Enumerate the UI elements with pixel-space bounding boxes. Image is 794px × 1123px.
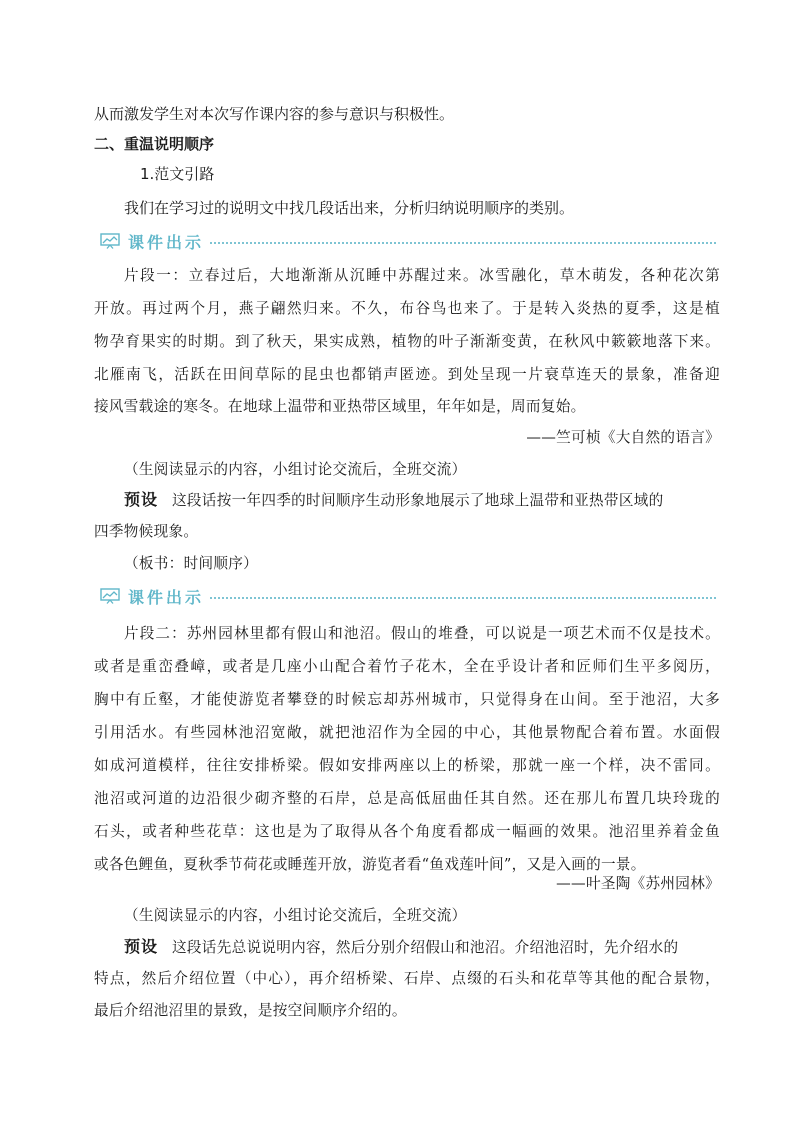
excerpt1-line: 开放。再过两个月，燕子翩然归来。不久，布谷鸟也来了。于是转入炎热的夏季，这是植 <box>94 300 720 317</box>
excerpt2-line: 如成河道模样，往往安排桥梁。假如安排两座以上的桥梁，那就一座一个样，决不雷同。 <box>94 757 720 774</box>
excerpt2-line: 引用活水。有些园林池沼宽敞，就把池沼作为全园的中心，其他景物配合着布置。水面假 <box>94 724 720 741</box>
excerpt1-line: 北雁南飞，活跃在田间草际的昆虫也都销声匿迹。到处呈现一片衰草连天的景象，准备迎 <box>94 366 720 383</box>
excerpt1-line: 物孕育果实的时期。到了秋天，果实成熟，植物的叶子渐渐变黄，在秋风中簌簌地落下来。 <box>94 333 720 350</box>
courseware-label: 课件出示 <box>128 587 205 607</box>
excerpt2-line: 片段二：苏州园林里都有假山和池沼。假山的堆叠，可以说是一项艺术而不仅是技术。 <box>124 625 720 642</box>
excerpt2-line: 或者是重峦叠嶂，或者是几座小山配合着竹子花木，全在乎设计者和匠师们生平多阅历， <box>94 658 720 675</box>
presentation-board-icon <box>100 588 120 604</box>
dotted-divider <box>210 242 716 244</box>
preset2-line2: 特点，然后介绍位置（中心），再介绍桥梁、石岸、点缀的石头和花草等其他的配合景物， <box>94 970 720 987</box>
preset2-line3: 最后介绍池沼里的景致，是按空间顺序介绍的。 <box>94 1002 407 1019</box>
preset1-line2: 四季物候现象。 <box>94 523 199 540</box>
section-heading: 二、重温说明顺序 <box>94 135 215 153</box>
board-note: （板书：时间顺序） <box>124 555 259 572</box>
excerpt1-source: ——竺可桢《大自然的语言》 <box>526 429 720 446</box>
preset-label: 预设 <box>124 937 159 956</box>
preset1-text: 这段话按一年四季的时间顺序生动形象地展示了地球上温带和亚热带区域的 <box>172 492 664 509</box>
discussion-note: （生阅读显示的内容，小组讨论交流后，全班交流） <box>124 461 467 478</box>
excerpt1-line: 片段一：立春过后，大地渐渐从沉睡中苏醒过来。冰雪融化，草木萌发，各种花次第 <box>124 267 720 284</box>
presentation-board-icon <box>100 233 120 249</box>
intro-tail: 从而激发学生对本次写作课内容的参与意识与积极性。 <box>94 105 455 123</box>
preset2-line <box>124 937 720 958</box>
excerpt2-source: ——叶圣陶《苏州园林》 <box>556 875 720 892</box>
excerpt1-line: 接风雪载途的寒冬。在地球上温带和亚热带区域里，年年如是，周而复始。 <box>94 398 586 415</box>
instruction-text: 我们在学习过的说明文中找几段话出来，分析归纳说明顺序的类别。 <box>124 199 575 217</box>
excerpt2-line: 胸中有丘壑，才能使游览者攀登的时候忘却苏州城市，只觉得身在山间。至于池沼，大多 <box>94 691 720 708</box>
subsection-title: 1.范文引路 <box>140 165 215 183</box>
courseware-banner <box>100 585 716 607</box>
excerpt2-line: 池沼或河道的边沿很少砌齐整的石岸，总是高低屈曲任其自然。还在那儿布置几块玲珑的 <box>94 790 720 807</box>
discussion-note: （生阅读显示的内容，小组讨论交流后，全班交流） <box>124 907 467 924</box>
preset-label: 预设 <box>124 490 159 509</box>
courseware-label: 课件出示 <box>128 232 205 252</box>
preset1-line <box>124 490 720 511</box>
excerpt2-line: 或各色鲤鱼，夏秋季节荷花或睡莲开放，游览者看“鱼戏莲叶间”，又是入画的一景。 <box>94 856 646 873</box>
preset2-text: 这段话先总说说明内容，然后分别介绍假山和池沼。介绍池沼时，先介绍水的 <box>172 939 679 956</box>
dotted-divider <box>210 597 716 599</box>
excerpt2-line: 石头，或者种些花草：这也是为了取得从各个角度看都成一幅画的效果。池沼里养着金鱼 <box>94 823 720 840</box>
courseware-banner <box>100 230 716 252</box>
